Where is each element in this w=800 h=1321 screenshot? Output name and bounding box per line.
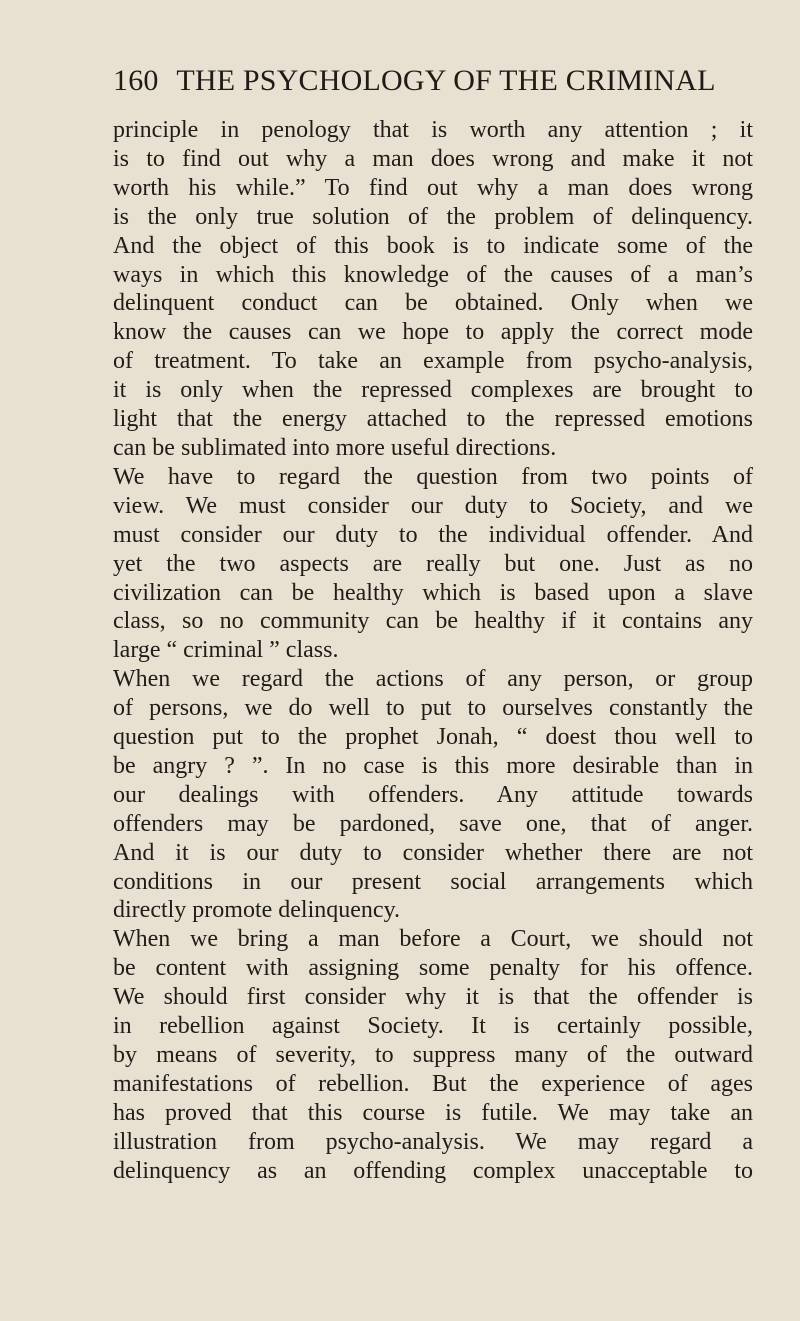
running-head: THE PSYCHOLOGY OF THE CRIMINAL bbox=[176, 64, 716, 97]
text-line: When we bring a man before a Court, we should not bbox=[113, 926, 753, 953]
text-line: in rebellion against Society. It is certainly possible, bbox=[113, 1013, 753, 1040]
text-line: principle in penology that is worth any attention ; it bbox=[113, 117, 753, 143]
text-line: class, so no community can be healthy if it contains any bbox=[113, 608, 753, 635]
text-line: We have to regard the question from two points of bbox=[113, 463, 753, 490]
text-line: of treatment. To take an example from psycho-analysis, bbox=[113, 348, 753, 375]
body-text bbox=[113, 116, 753, 1186]
text-line: worth his while.” To find out why a man does wrong bbox=[113, 174, 753, 201]
text-line: know the causes can we hope to apply the correct mode bbox=[113, 319, 753, 346]
text-line: of persons, we do well to put to ourselves constantly the bbox=[113, 695, 753, 722]
text-line: yet the two aspects are really but one. Just as no bbox=[113, 550, 753, 577]
text-line: offenders may be pardoned, save one, that of anger. bbox=[113, 810, 753, 837]
text-line: delinquent conduct can be obtained. Only when we bbox=[113, 290, 753, 317]
text-line: it is only when the repressed complexes are brought to bbox=[113, 377, 753, 404]
text-line: When we regard the actions of any person, or group bbox=[113, 666, 753, 693]
text-line: directly promote delinquency. bbox=[113, 897, 401, 924]
text-line: has proved that this course is futile. We may take an bbox=[113, 1099, 753, 1126]
text-line: view. We must consider our duty to Society, and we bbox=[113, 492, 753, 519]
text-line: civilization can be healthy which is based upon a slave bbox=[113, 579, 753, 606]
text-line: is the only true solution of the problem of delinquency. bbox=[113, 203, 753, 230]
text-line: ways in which this knowledge of the causes of a man’s bbox=[113, 261, 753, 288]
text-line: is to find out why a man does wrong and make it not bbox=[113, 145, 753, 172]
text-line: delinquency as an offending complex unacceptable to bbox=[113, 1157, 753, 1184]
text-line: And the object of this book is to indicate some of the bbox=[113, 232, 753, 259]
text-line: our dealings with offenders. Any attitude towards bbox=[113, 781, 753, 808]
page-header bbox=[113, 64, 753, 104]
text-line: illustration from psycho-analysis. We may regard a bbox=[113, 1128, 753, 1155]
text-line: light that the energy attached to the repressed emotions bbox=[113, 406, 753, 433]
text-line: question put to the prophet Jonah, “ doest thou well to bbox=[113, 724, 753, 751]
text-line: must consider our duty to the individual offender. And bbox=[113, 521, 753, 548]
text-line: And it is our duty to consider whether there are not bbox=[113, 839, 753, 866]
text-line: be content with assigning some penalty for his offence. bbox=[113, 955, 753, 982]
text-line: large “ criminal ” class. bbox=[113, 637, 339, 664]
text-line: manifestations of rebellion. But the experience of ages bbox=[113, 1070, 753, 1097]
text-line: can be sublimated into more useful directions. bbox=[113, 434, 557, 461]
text-line: conditions in our present social arrangements which bbox=[113, 868, 753, 895]
text-line: We should first consider why it is that the offender is bbox=[113, 984, 753, 1011]
text-line: by means of severity, to suppress many of the outward bbox=[113, 1042, 753, 1068]
page-number: 160 bbox=[113, 64, 159, 97]
text-line: be angry ? ”. In no case is this more desirable than in bbox=[113, 752, 753, 779]
